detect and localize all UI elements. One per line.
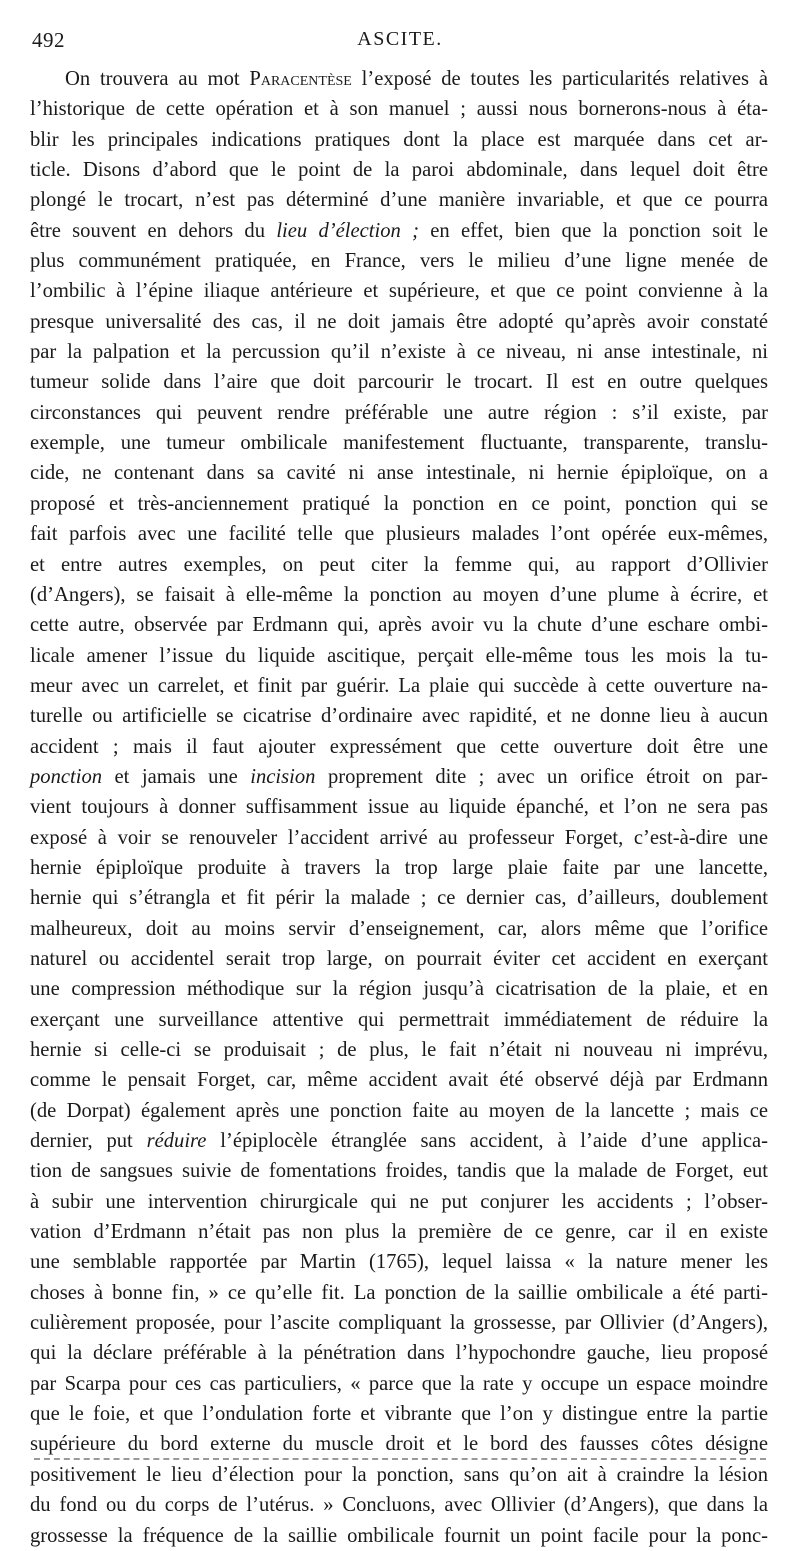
text-line <box>30 1065 768 1095</box>
text-line <box>30 276 768 306</box>
text-segment: qui la déclare préférable à la pénétration dans l’hypochondre gauche, lieu proposé <box>30 1342 768 1365</box>
text-line <box>30 580 768 610</box>
text-segment: proprement dite ; avec un orifice étroit on par- <box>315 765 768 788</box>
body-paragraph <box>30 64 768 1551</box>
text-line <box>30 1308 768 1338</box>
small-caps-text: Paracentèse <box>249 68 352 90</box>
text-line <box>30 216 768 246</box>
text-line <box>30 853 768 883</box>
text-line <box>30 1247 768 1277</box>
text-segment: par Scarpa pour ces cas particuliers, « parce que la rate y occupe un espace moindre <box>30 1372 768 1395</box>
text-segment: et jamais une <box>102 765 251 788</box>
text-segment: positivement le lieu d’élection pour la ponction, sans qu’on ait à craindre la lésion <box>30 1463 768 1486</box>
text-line <box>30 1369 768 1399</box>
italic-text: ponction <box>30 765 103 788</box>
text-segment: hernie épiploïque produite à travers la trop large plaie faite par une lancette, <box>30 856 768 879</box>
text-line <box>30 641 768 671</box>
text-line <box>30 246 768 276</box>
text-segment: tumeur solide dans l’aire que doit parcourir le trocart. Il est en outre quelques <box>30 371 768 394</box>
text-line <box>30 458 768 488</box>
text-segment: une semblable rapportée par Martin (1765), lequel laissa « la nature mener les <box>30 1251 768 1274</box>
text-segment: en effet, bien que la ponction soit le <box>419 219 769 242</box>
text-segment: hernie qui s’étrangla et fit périr la malade ; ce dernier cas, d’ailleurs, doublement <box>30 887 768 910</box>
text-line <box>30 550 768 580</box>
text-line <box>30 671 768 701</box>
text-segment: comme le pensait Forget, car, même accident avait été observé déjà par Erdmann <box>30 1069 768 1092</box>
text-segment: fait parfois avec une facilité telle que plusieurs malades l’ont opérée eux-mêmes, <box>30 523 768 546</box>
text-line <box>30 944 768 974</box>
text-segment: grossesse la fréquence de la saillie ombilicale fournit un point facile pour la ponc- <box>30 1524 768 1547</box>
text-line <box>30 185 768 215</box>
text-line <box>30 792 768 822</box>
text-line <box>30 1156 768 1186</box>
text-line <box>30 883 768 913</box>
text-segment: exerçant une surveillance attentive qui permettrait immédiatement de réduire la <box>30 1008 768 1031</box>
text-line <box>30 732 768 762</box>
text-line <box>30 610 768 640</box>
text-segment: plongé le trocart, n’est pas déterminé d’une manière invariable, et que ce pourra <box>30 189 768 212</box>
text-line <box>30 337 768 367</box>
text-line <box>30 155 768 185</box>
text-segment: ticle. Disons d’abord que le point de la paroi abdominale, dans lequel doit être <box>30 159 768 182</box>
running-title: ASCITE. <box>357 28 443 50</box>
text-line <box>30 701 768 731</box>
text-segment: malheureux, doit au moins servir d’enseignement, car, alors même que l’orifice <box>30 917 768 940</box>
text-segment: (d’Angers), se faisait à elle-même la ponction au moyen d’une plume à écrire, et <box>30 583 768 606</box>
text-line <box>30 125 768 155</box>
text-segment: proposé et très-anciennement pratiqué la ponction en ce point, ponction qui se <box>30 492 768 515</box>
text-line <box>30 398 768 428</box>
text-segment: naturel ou accidentel serait trop large, on pourrait éviter cet accident en exerçant <box>30 947 768 970</box>
text-segment: l’épiplocèle étranglée sans accident, à l’aide d’une applica- <box>206 1130 769 1153</box>
text-line <box>30 974 768 1004</box>
text-line <box>30 1126 768 1156</box>
text-segment: exemple, une tumeur ombilicale manifestement fluctuante, transparente, translu- <box>30 432 768 455</box>
text-segment: et entre autres exemples, on peut citer la femme qui, au rapport d’Ollivier <box>30 553 768 576</box>
text-segment: l’historique de cette opération et à son manuel ; aussi nous bornerons-nous à éta- <box>30 98 768 121</box>
text-line <box>30 1460 768 1490</box>
footer-rule <box>34 1458 766 1460</box>
text-line <box>30 1429 768 1459</box>
text-segment: supérieure du bord externe du muscle droit et le bord des fausses côtes désigne <box>30 1433 768 1456</box>
text-line <box>30 367 768 397</box>
text-segment: plus communément pratiquée, en France, vers le milieu d’une ligne menée de <box>30 250 768 273</box>
text-line <box>30 64 768 94</box>
text-segment: choses à bonne fin, » ce qu’elle fit. La ponction de la saillie ombilicale a été parti- <box>30 1281 768 1304</box>
italic-text: incision <box>250 765 316 788</box>
text-segment: accident ; mais il faut ajouter expressément que cette ouverture doit être une <box>30 735 768 758</box>
text-line <box>30 519 768 549</box>
text-segment: hernie si celle-ci se produisait ; de plus, le fait n’était ni nouveau ni imprévu, <box>30 1039 768 1061</box>
text-segment: vient toujours à donner suffisamment issue au liquide épanché, et l’on ne sera pas <box>30 796 768 819</box>
text-segment: être souvent en dehors du <box>30 219 277 242</box>
text-line <box>30 1399 768 1429</box>
text-line <box>30 428 768 458</box>
text-segment: une compression méthodique sur la région jusqu’à cicatrisation de la plaie, et en <box>30 978 768 1001</box>
text-line <box>30 914 768 944</box>
text-line <box>30 1096 768 1126</box>
text-segment: par la palpation et la percussion qu’il n’existe à ce niveau, ni anse intestinale, ni <box>30 341 768 364</box>
text-line <box>30 823 768 853</box>
text-segment: licale amener l’issue du liquide ascitique, perçait elle-même tous les mois la tu- <box>30 644 768 667</box>
text-segment: tion de sangsues suivie de fomentations froides, tandis que la malade de Forget, eut <box>30 1160 768 1183</box>
text-segment: vation d’Erdmann n’était pas non plus la première de ce genre, car il en existe <box>30 1221 768 1244</box>
text-segment: l’exposé de toutes les particularités relatives à <box>351 68 768 90</box>
text-line <box>30 94 768 124</box>
page-header <box>30 28 770 54</box>
text-segment: circonstances qui peuvent rendre préférable une autre région : s’il existe, par <box>30 401 768 424</box>
page-number: 492 <box>32 28 65 52</box>
text-segment: que le foie, et que l’ondulation forte et vibrante que l’on y distingue entre la partie <box>30 1403 768 1426</box>
text-segment: cette autre, observée par Erdmann qui, après avoir vu la chute d’une eschare ombi- <box>30 614 768 637</box>
text-line <box>30 1490 768 1520</box>
text-segment: du fond ou du corps de l’utérus. » Concluons, avec Ollivier (d’Angers), que dans la <box>30 1494 768 1517</box>
text-segment: dernier, put <box>30 1130 147 1153</box>
text-segment: On trouvera au mot <box>65 68 250 90</box>
text-segment: blir les principales indications pratiques dont la place est marquée dans cet ar- <box>30 128 768 151</box>
italic-text: lieu d’élection ; <box>276 219 419 242</box>
text-segment: (de Dorpat) également après une ponction faite au moyen de la lancette ; mais ce <box>30 1099 768 1122</box>
text-segment: l’ombilic à l’épine iliaque antérieure et supérieure, et que ce point convienne à la <box>30 280 768 303</box>
text-line <box>30 762 768 792</box>
text-line <box>30 489 768 519</box>
text-line <box>30 1521 768 1551</box>
text-line <box>30 1217 768 1247</box>
text-line <box>30 1338 768 1368</box>
text-line <box>30 1278 768 1308</box>
text-segment: presque universalité des cas, il ne doit jamais être adopté qu’après avoir constaté <box>30 310 768 333</box>
text-segment: exposé à voir se renouveler l’accident arrivé au professeur Forget, c’est-à-dire une <box>30 826 768 849</box>
text-segment: turelle ou artificielle se cicatrise d’ordinaire avec rapidité, et ne donne lieu à aucun <box>30 705 768 728</box>
text-segment: cide, ne contenant dans sa cavité ni anse intestinale, ni hernie épiploïque, on a <box>30 462 768 485</box>
italic-text: réduire <box>146 1130 207 1153</box>
text-segment: meur avec un carrelet, et finit par guérir. La plaie qui succède à cette ouverture na- <box>30 674 768 697</box>
text-segment: culièrement proposée, pour l’ascite compliquant la grossesse, par Ollivier (d’Angers), <box>30 1312 768 1335</box>
text-line <box>30 1035 768 1065</box>
text-line <box>30 1005 768 1035</box>
text-line <box>30 1187 768 1217</box>
text-segment: à subir une intervention chirurgicale qui ne put conjurer les accidents ; l’obser- <box>30 1190 768 1213</box>
text-line <box>30 307 768 337</box>
